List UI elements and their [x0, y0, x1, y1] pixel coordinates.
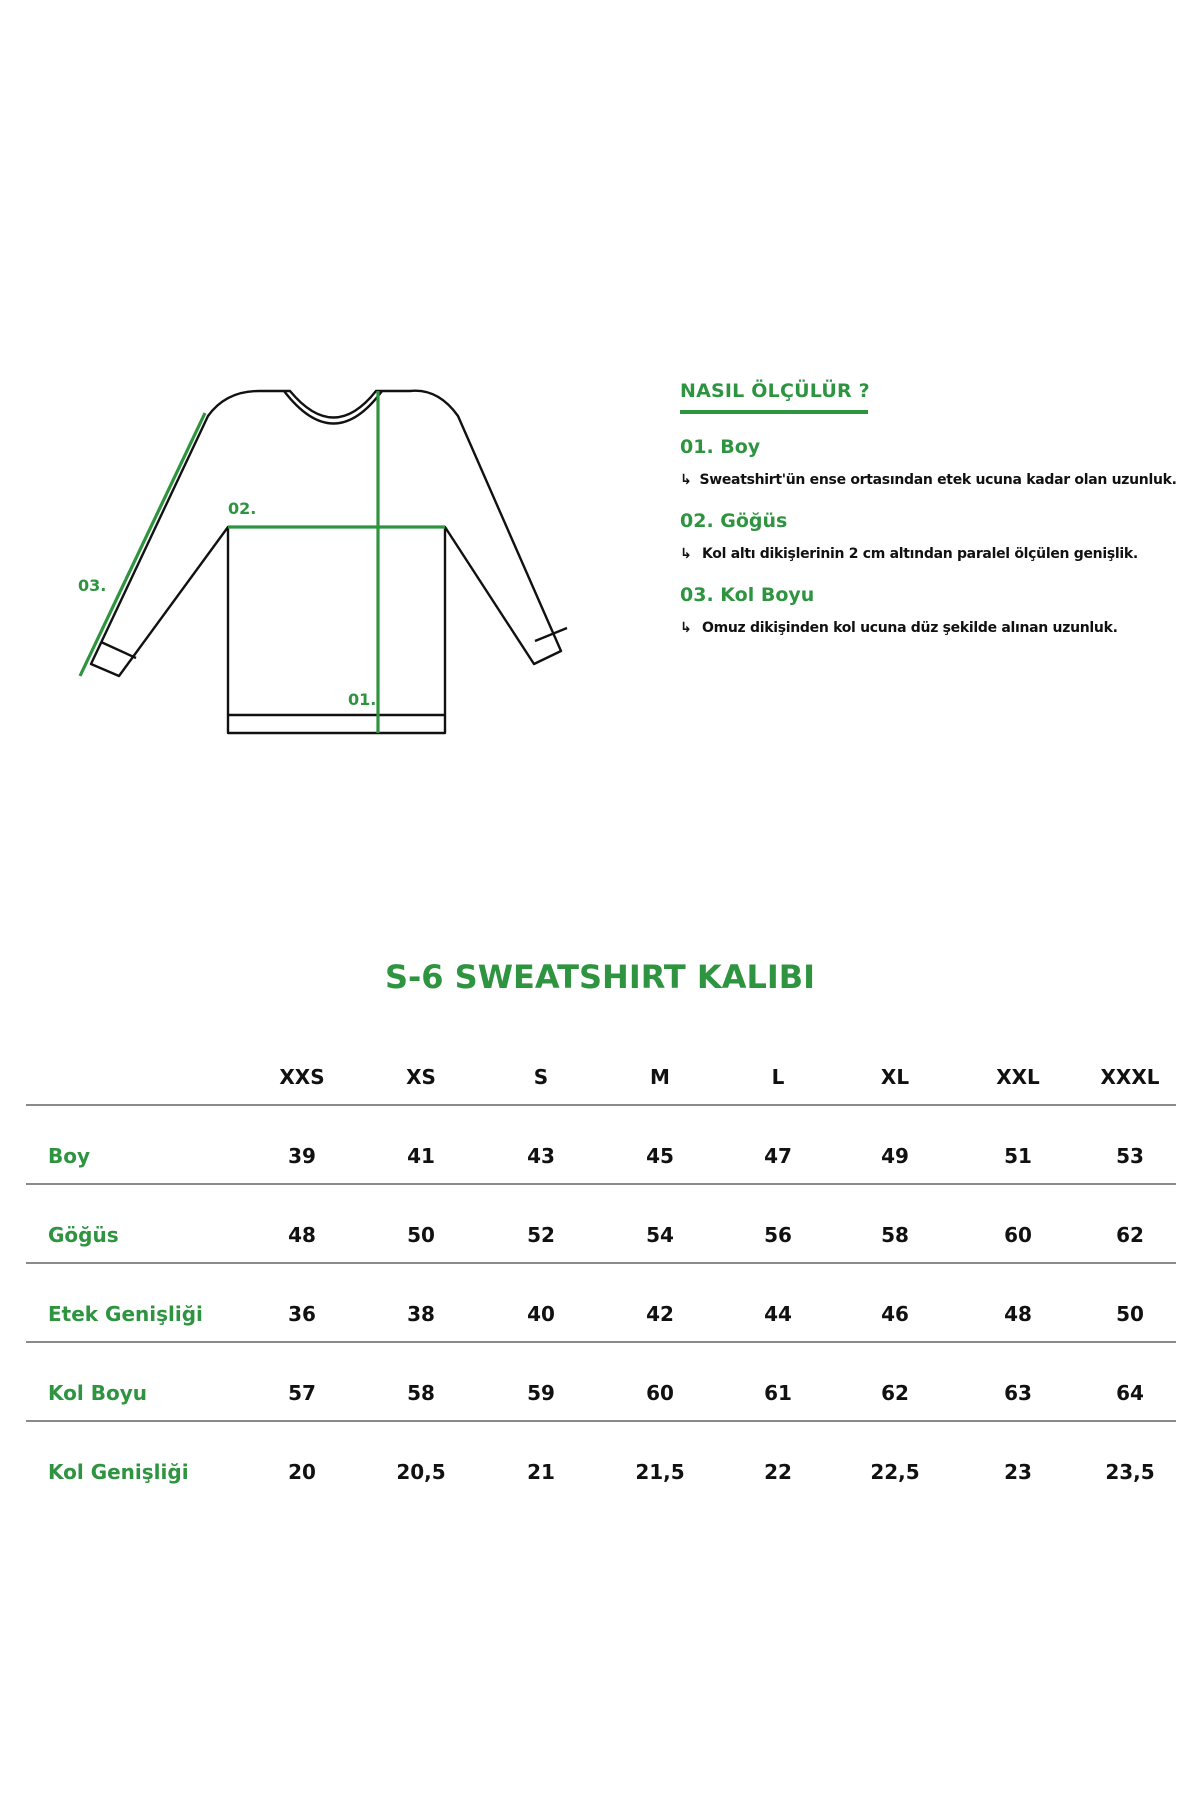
size-header-cell: M: [650, 1065, 670, 1089]
table-cell: 64: [1116, 1381, 1144, 1405]
table-cell: 50: [1116, 1302, 1144, 1326]
row-label: Etek Genişliği: [48, 1302, 203, 1326]
guide-item-length: [680, 436, 1177, 488]
row-label: Kol Genişliği: [48, 1460, 189, 1484]
table-cell: 42: [646, 1302, 674, 1326]
sweatshirt-body-outline: [91, 391, 561, 733]
table-cell: 58: [407, 1381, 435, 1405]
row-label: Kol Boyu: [48, 1381, 147, 1405]
size-header-cell: S: [533, 1065, 549, 1089]
table-cell: 20: [288, 1460, 316, 1484]
table-cell: 48: [288, 1223, 316, 1247]
left-cuff-line: [101, 642, 136, 658]
table-cell: 48: [1004, 1302, 1032, 1326]
guide-item-text: Sweatshirt'ün ense ortasından etek ucuna kadar olan uzunluk.: [699, 472, 1177, 488]
size-header-cell: XXXL: [1100, 1065, 1160, 1089]
guide-item-description: [680, 620, 1160, 636]
label-03: 03.: [78, 576, 107, 595]
table-cell: 20,5: [396, 1460, 446, 1484]
table-cell: 23,5: [1105, 1460, 1155, 1484]
table-cell: 21,5: [635, 1460, 685, 1484]
row-label: Göğüs: [48, 1223, 119, 1247]
table-cell: 45: [646, 1144, 674, 1168]
size-table-title: S-6 SWEATSHIRT KALIBI: [384, 958, 816, 996]
sleeve-measure-line: [80, 413, 205, 676]
size-header-cell: XS: [406, 1065, 436, 1089]
guide-item-text: Omuz dikişinden kol ucuna düz şekilde alınan uzunluk.: [702, 620, 1118, 636]
row-label: Boy: [48, 1144, 91, 1168]
size-header-cell: XL: [880, 1065, 910, 1089]
guide-item-description: [680, 472, 1177, 488]
table-cell: 63: [1004, 1381, 1032, 1405]
label-01: 01.: [348, 690, 377, 709]
guide-title: NASIL ÖLÇÜLÜR ?: [680, 380, 868, 414]
table-cell: 41: [407, 1144, 435, 1168]
table-cell: 51: [1004, 1144, 1032, 1168]
table-cell: 57: [288, 1381, 316, 1405]
table-cell: 56: [764, 1223, 792, 1247]
table-cell: 38: [407, 1302, 435, 1326]
guide-item-text: Kol altı dikişlerinin 2 cm altından paralel ölçülen genişlik.: [702, 546, 1138, 562]
table-cell: 22: [764, 1460, 792, 1484]
table-cell: 39: [288, 1144, 316, 1168]
table-cell: 21: [527, 1460, 555, 1484]
table-row: [26, 1264, 1176, 1343]
table-row: [26, 1343, 1176, 1422]
table-cell: 36: [288, 1302, 316, 1326]
size-header-row: [26, 1045, 1176, 1106]
table-cell: 54: [646, 1223, 674, 1247]
table-cell: 47: [764, 1144, 792, 1168]
guide-item-title: 01. Boy: [680, 436, 761, 458]
sweatshirt-outline: [91, 391, 567, 733]
table-row: [26, 1106, 1176, 1185]
table-cell: 40: [527, 1302, 555, 1326]
measuring-guide: [680, 380, 1177, 636]
table-cell: 60: [646, 1381, 674, 1405]
arrow-icon: ↳: [680, 620, 692, 636]
table-cell: 46: [881, 1302, 909, 1326]
size-header-cell: XXS: [279, 1065, 325, 1089]
table-cell: 49: [881, 1144, 909, 1168]
size-header-cell: L: [771, 1065, 785, 1089]
table-cell: 62: [1116, 1223, 1144, 1247]
table-cell: 23: [1004, 1460, 1032, 1484]
measure-lines: [80, 391, 445, 733]
table-cell: 50: [407, 1223, 435, 1247]
table-cell: 52: [527, 1223, 555, 1247]
table-cell: 58: [881, 1223, 909, 1247]
guide-item-sleeve: [680, 584, 1160, 636]
table-row: [26, 1185, 1176, 1264]
guide-item-chest: [680, 510, 1160, 562]
table-cell: 44: [764, 1302, 792, 1326]
guide-item-description: [680, 546, 1160, 562]
table-row: [26, 1422, 1176, 1499]
guide-item-title: 02. Göğüs: [680, 510, 788, 532]
table-cell: 43: [527, 1144, 555, 1168]
table-cell: 59: [527, 1381, 555, 1405]
table-cell: 61: [764, 1381, 792, 1405]
label-02: 02.: [228, 499, 257, 518]
size-table: [26, 1045, 1176, 1499]
table-cell: 53: [1116, 1144, 1144, 1168]
guide-item-title: 03. Kol Boyu: [680, 584, 815, 606]
arrow-icon: ↳: [680, 546, 692, 562]
arrow-icon: ↳: [680, 472, 692, 488]
table-cell: 60: [1004, 1223, 1032, 1247]
size-header-cell: XXL: [996, 1065, 1040, 1089]
table-cell: 62: [881, 1381, 909, 1405]
table-cell: 22,5: [870, 1460, 920, 1484]
